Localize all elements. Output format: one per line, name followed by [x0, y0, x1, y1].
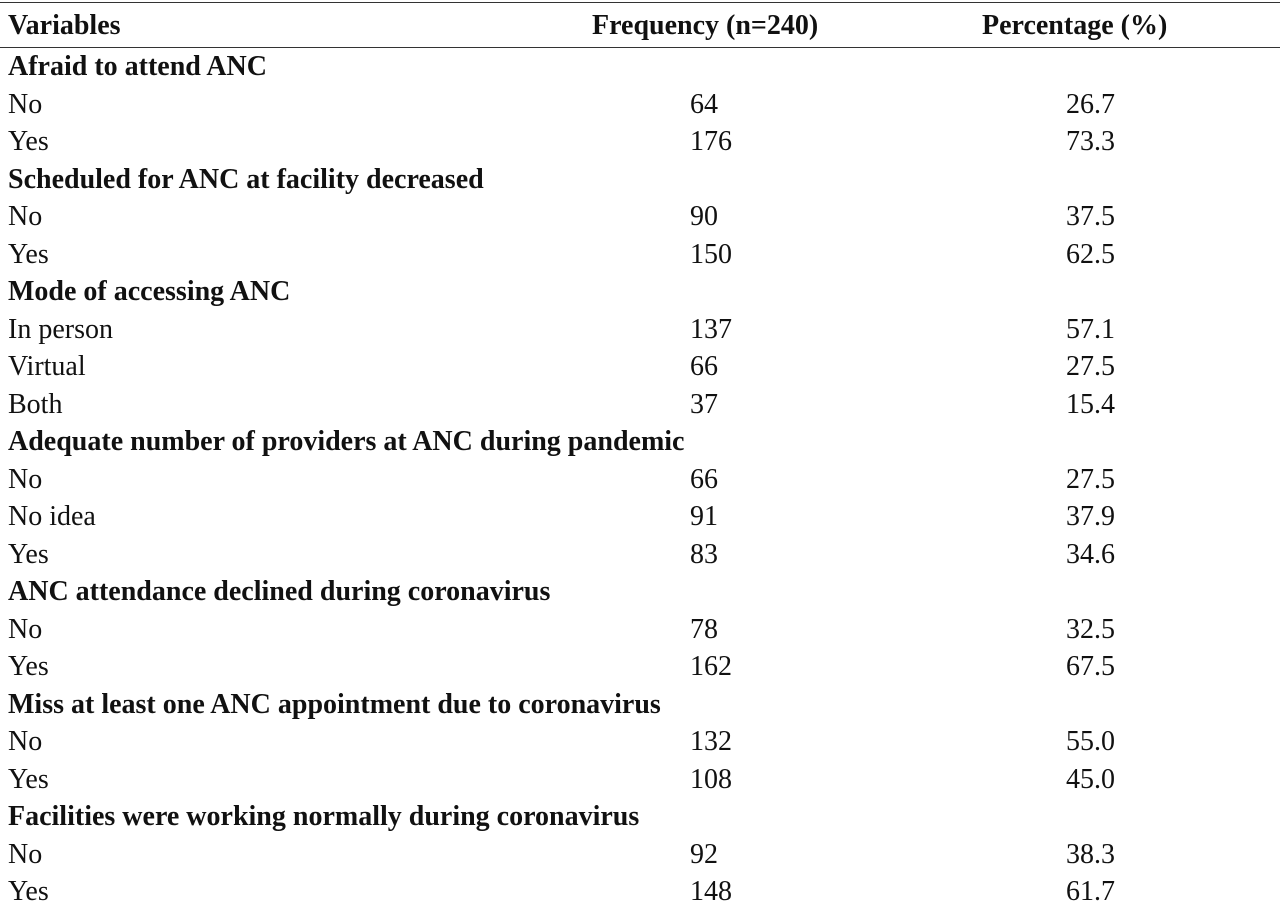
table-row — [0, 648, 1280, 686]
table-row — [0, 836, 1280, 874]
row-percentage: 61.7 — [1066, 876, 1115, 907]
row-percentage: 15.4 — [1066, 388, 1115, 420]
table-row — [0, 123, 1280, 161]
row-frequency: 176 — [690, 126, 732, 157]
table-row — [0, 348, 1280, 386]
row-label: No — [8, 726, 43, 757]
row-frequency: 66 — [690, 351, 718, 382]
row-frequency: 92 — [690, 838, 718, 870]
row-label: Yes — [8, 538, 49, 570]
group-title: Miss at least one ANC appointment due to coronavirus — [8, 688, 661, 720]
table-row — [0, 873, 1280, 911]
row-percentage: 34.6 — [1066, 538, 1115, 570]
row-label: Yes — [8, 126, 49, 157]
table-row — [0, 536, 1280, 574]
row-frequency: 162 — [690, 651, 732, 682]
row-frequency: 78 — [690, 613, 718, 645]
table-row — [0, 236, 1280, 274]
row-frequency: 132 — [690, 726, 732, 757]
row-frequency: 108 — [690, 763, 732, 795]
row-label: No — [8, 838, 43, 870]
row-label: Yes — [8, 763, 49, 795]
table-row — [0, 198, 1280, 236]
row-frequency: 91 — [690, 501, 718, 532]
header-variables: Variables — [8, 10, 121, 41]
row-percentage: 32.5 — [1066, 613, 1115, 645]
row-label: Yes — [8, 651, 49, 682]
row-frequency: 90 — [690, 201, 718, 232]
group-title: ANC attendance declined during coronavirus — [8, 576, 551, 607]
table-row — [0, 311, 1280, 349]
table-row — [0, 611, 1280, 649]
row-percentage: 38.3 — [1066, 838, 1115, 870]
row-label: Yes — [8, 876, 49, 907]
row-label: No — [8, 88, 43, 120]
table-row — [0, 761, 1280, 799]
group-title: Mode of accessing ANC — [8, 276, 291, 307]
row-percentage: 37.5 — [1066, 201, 1115, 232]
row-frequency: 148 — [690, 876, 732, 907]
group-header-row — [0, 686, 1280, 724]
group-header-row — [0, 423, 1280, 461]
table-row — [0, 386, 1280, 424]
row-label: Yes — [8, 238, 49, 270]
group-title: Afraid to attend ANC — [8, 51, 267, 82]
table-row — [0, 723, 1280, 761]
header-frequency: Frequency (n=240) — [592, 10, 819, 41]
table-row — [0, 86, 1280, 124]
row-percentage: 62.5 — [1066, 238, 1115, 270]
row-frequency: 83 — [690, 538, 718, 570]
row-percentage: 73.3 — [1066, 126, 1115, 157]
row-label: No idea — [8, 501, 96, 532]
row-percentage: 27.5 — [1066, 463, 1115, 495]
row-frequency: 66 — [690, 463, 718, 495]
group-header-row — [0, 48, 1280, 86]
table-body — [0, 48, 1280, 911]
group-header-row — [0, 798, 1280, 836]
group-header-row — [0, 161, 1280, 199]
row-percentage: 37.9 — [1066, 501, 1115, 532]
row-label: Both — [8, 388, 63, 420]
row-label: No — [8, 201, 43, 232]
row-label: No — [8, 613, 43, 645]
row-percentage: 57.1 — [1066, 313, 1115, 345]
row-label: Virtual — [8, 351, 86, 382]
group-title: Adequate number of providers at ANC during pandemic — [8, 426, 685, 457]
row-percentage: 27.5 — [1066, 351, 1115, 382]
group-header-row — [0, 573, 1280, 611]
table-row — [0, 461, 1280, 499]
group-title: Facilities were working normally during coronavirus — [8, 801, 640, 832]
group-header-row — [0, 273, 1280, 311]
row-label: No — [8, 463, 43, 495]
row-frequency: 150 — [690, 238, 732, 270]
row-frequency: 137 — [690, 313, 732, 345]
row-percentage: 55.0 — [1066, 726, 1115, 757]
row-frequency: 64 — [690, 88, 718, 120]
row-percentage: 26.7 — [1066, 88, 1115, 120]
row-label: In person — [8, 313, 113, 345]
row-percentage: 45.0 — [1066, 763, 1115, 795]
table-top-rule — [0, 2, 1280, 3]
row-percentage: 67.5 — [1066, 651, 1115, 682]
row-frequency: 37 — [690, 388, 718, 420]
table-header — [0, 6, 1280, 46]
group-title: Scheduled for ANC at facility decreased — [8, 163, 484, 195]
header-percentage: Percentage (%) — [982, 10, 1168, 41]
table-row — [0, 498, 1280, 536]
